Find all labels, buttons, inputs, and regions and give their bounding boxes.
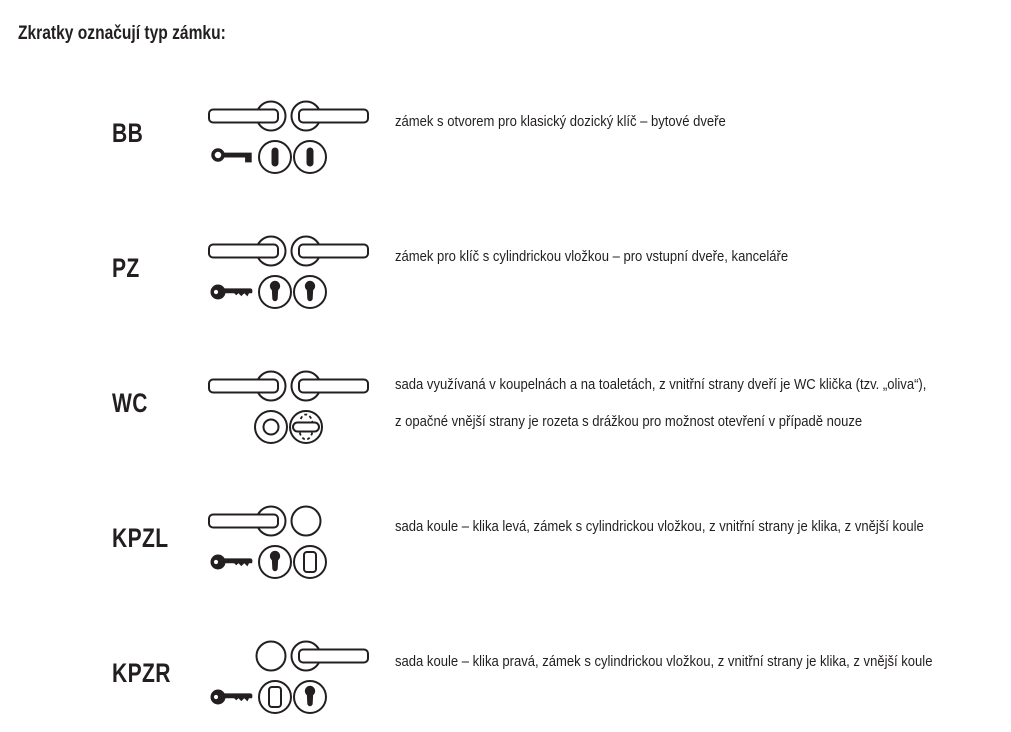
cylinder-key-icon [211, 690, 253, 705]
door-knob-icon [292, 507, 321, 536]
lock-type-row-pz [0, 235, 1011, 315]
blind-rosette-icon [294, 546, 326, 578]
lock-description: zámek s otvorem pro klasický dozický klíč – bytové dveře [395, 113, 726, 130]
lever-handle-left-icon [209, 237, 286, 266]
lock-description-line1: sada využívaná v koupelnách a na toaletách, z vnitřní strany dveří je WC klička (tzv. „oliva“), [395, 376, 927, 393]
door-knob-icon [257, 642, 286, 671]
lock-description: sada koule – klika pravá, zámek s cylindrickou vložkou, z vnitřní strany je klika, z vnější koule [395, 653, 933, 670]
lever-handle-right-icon [292, 102, 369, 131]
lock-code-label: BB [112, 118, 144, 148]
lever-handle-right-icon [292, 372, 369, 401]
lock-type-row-kpzr [0, 640, 1011, 720]
lock-code-label: KPZR [112, 658, 171, 688]
pz-keyhole-rosette-icon [259, 546, 291, 578]
classic-key-icon [213, 150, 252, 162]
lever-handle-right-icon [292, 642, 369, 671]
pz-keyhole-rosette-icon [259, 276, 291, 308]
bb-keyhole-rosette-icon [259, 141, 291, 173]
lock-icons-kpzl [205, 505, 375, 580]
lever-handle-left-icon [209, 102, 286, 131]
lock-code-label: KPZL [112, 523, 169, 553]
bb-keyhole-rosette-icon [294, 141, 326, 173]
pz-keyhole-rosette-icon [294, 681, 326, 713]
page-title: Zkratky označují typ zámku: [18, 23, 226, 44]
pz-keyhole-rosette-icon [294, 276, 326, 308]
lock-icons-kpzr [205, 640, 375, 715]
wc-thumbturn-rosette-icon [290, 411, 322, 443]
wc-emergency-rosette-icon [255, 411, 287, 443]
cylinder-key-icon [211, 555, 253, 570]
lock-code-label: PZ [112, 253, 140, 283]
lock-icons-wc [205, 370, 375, 445]
lock-description-line2: z opačné vnější strany je rozeta s drážkou pro možnost otevření v případě nouze [395, 413, 863, 430]
lever-handle-left-icon [209, 372, 286, 401]
lock-description [395, 366, 926, 440]
lock-type-row-kpzl [0, 505, 1011, 585]
lock-type-row-bb [0, 100, 1011, 180]
lock-description: sada koule – klika levá, zámek s cylindrickou vložkou, z vnitřní strany je klika, z vnější koule [395, 518, 924, 535]
lock-icons-pz [205, 235, 375, 310]
cylinder-key-icon [211, 285, 253, 300]
lock-code-label: WC [112, 388, 148, 418]
blind-rosette-icon [259, 681, 291, 713]
lock-icons-bb [205, 100, 375, 175]
lock-type-row-wc [0, 370, 1011, 450]
lever-handle-left-icon [209, 507, 286, 536]
lever-handle-right-icon [292, 237, 369, 266]
lock-description: zámek pro klíč s cylindrickou vložkou – pro vstupní dveře, kanceláře [395, 248, 789, 265]
